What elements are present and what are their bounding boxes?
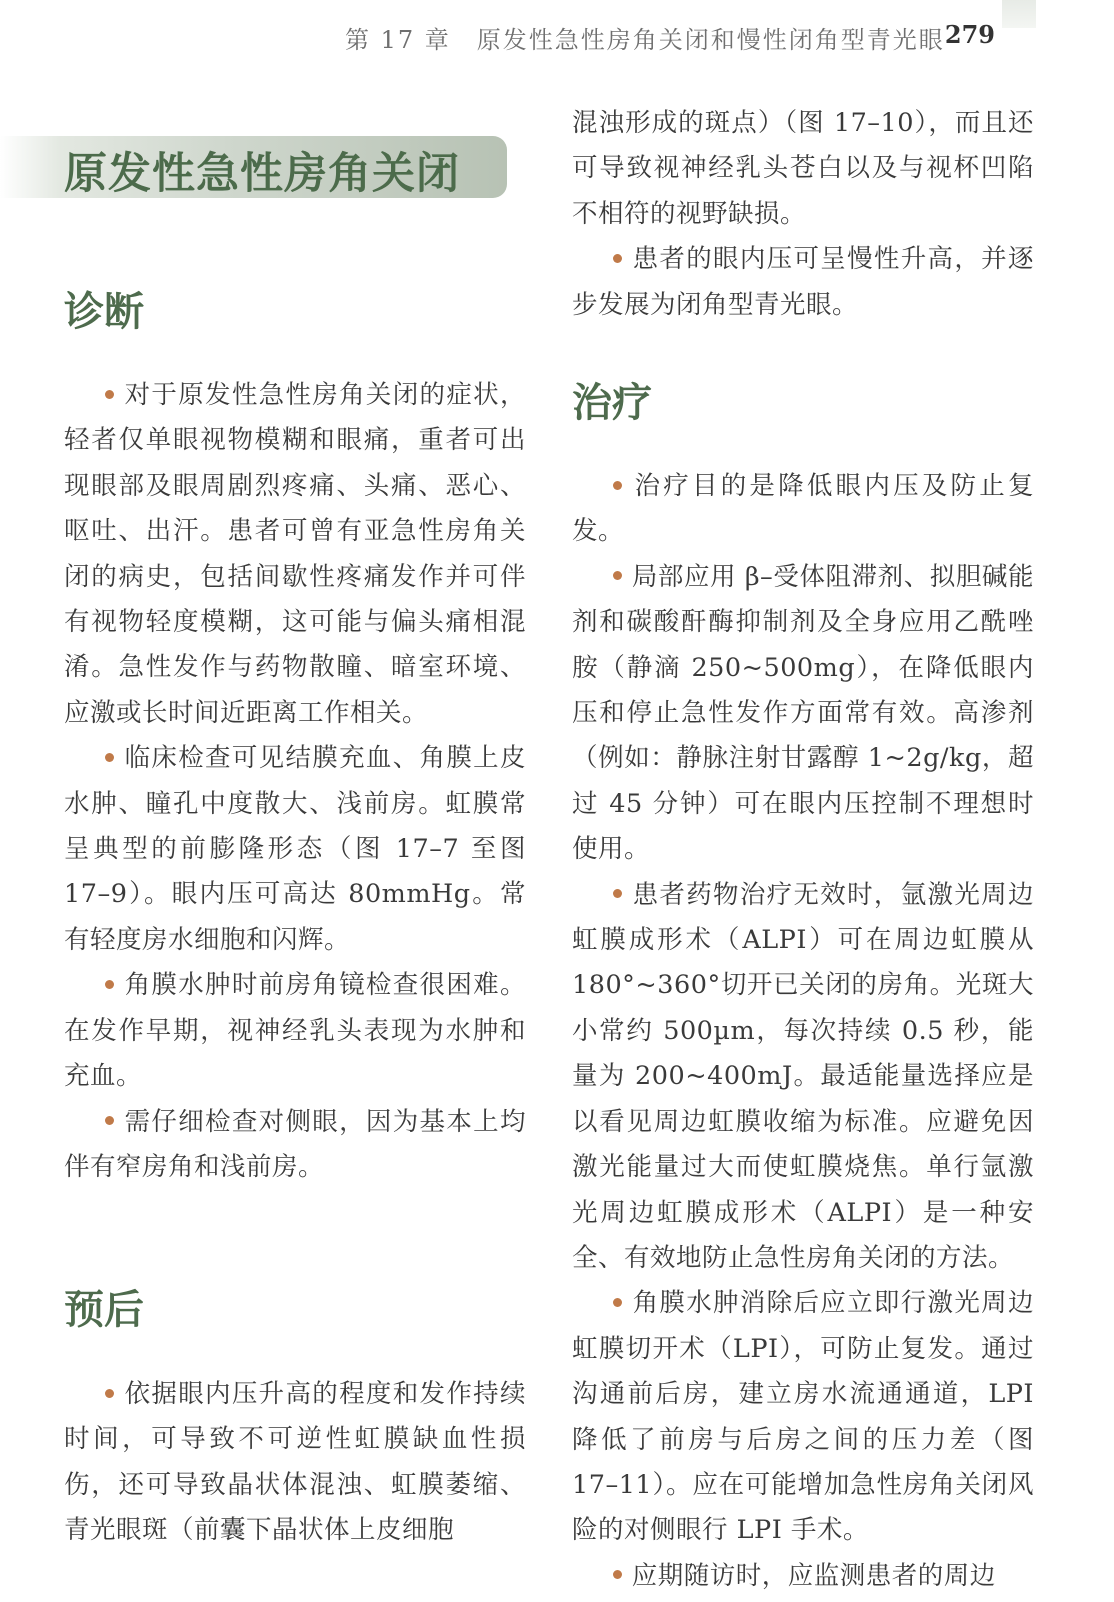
paragraph: 依据眼内压升高的程度和发作持续时间，可导致不可逆性虹膜缺血性损伤，还可导致晶状体混浊、虹膜萎缩、青光眼斑（前囊下晶状体上皮细胞 [64,1379,526,1546]
bullet-icon [105,980,114,989]
heading-prognosis: 预后 [64,1287,144,1333]
bullet-icon [613,1570,622,1579]
paragraph: 角膜水肿消除后应立即行激光周边虹膜切开术（LPI），可防止复发。通过沟通前后房，建立房水流通通道，LPI 降低了前房与后房之间的压力差（图 17–11）。应在可能增加急性房角关闭风险的对侧眼行 LPI 手术。 [572,1288,1034,1546]
treatment-text-block [572,464,1034,1599]
prognosis-text-block [64,1372,526,1554]
bullet-icon [613,889,622,898]
paragraph: 患者的眼内压可呈慢性升高，并逐步发展为闭角型青光眼。 [572,244,1034,320]
bullet-icon [105,390,114,399]
paragraph: 对于原发性急性房角关闭的症状，轻者仅单眼视物模糊和眼痛，重者可出现眼部及眼周剧烈疼痛、头痛、恶心、呕吐、出汗。患者可曾有亚急性房角关闭的病史，包括间歇性疼痛发作并可伴有视物轻度模糊，这可能与偏头痛相混淆。急性发作与药物散瞳、暗室环境、应激或长时间近距离工作相关。 [64,380,526,728]
bullet-icon [613,1298,622,1307]
bullet-icon [105,753,114,762]
paragraph: 局部应用 β–受体阻滞剂、拟胆碱能剂和碳酸酐酶抑制剂及全身应用乙酰唑胺（静滴 250~500mg），在降低眼内压和停止急性发作方面常有效。高渗剂（例如：静脉注射甘露醇 1~2g/kg，超过 45 分钟）可在眼内压控制不理想时使用。 [572,561,1034,865]
diagnosis-text-block [64,373,526,1190]
bullet-icon [613,571,622,580]
bullet-icon [613,481,622,490]
section-title: 原发性急性房角关闭 [64,149,460,199]
page-corner-tab [1002,0,1036,28]
bullet-icon [105,1389,114,1398]
paragraph: 患者药物治疗无效时，氩激光周边虹膜成形术（ALPI）可在周边虹膜从180°~360°切开已关闭的房角。光斑大小常约 500µm，每次持续 0.5 秒，能量为 200~400mJ。最适能量选择应是以看见周边虹膜收缩为标准。应避免因激光能量过大而使虹膜烧焦。单行氩激光周边虹膜成形术（ALPI）是一种安全、有效地防止急性房角关闭的方法。 [572,879,1034,1273]
paragraph: 治疗目的是降低眼内压及防止复发。 [572,471,1034,547]
running-header [345,20,995,56]
bullet-icon [613,254,622,263]
bullet-icon [105,1116,114,1125]
paragraph: 临床检查可见结膜充血、角膜上皮水肿、瞳孔中度散大、浅前房。虹膜常呈典型的前膨隆形态（图 17–7 至图 17–9）。眼内压可高达 80mmHg。常有轻度房水细胞和闪辉。 [64,743,526,955]
paragraph: 角膜水肿时前房角镜检查很困难。在发作早期，视神经乳头表现为水肿和充血。 [64,970,526,1092]
page-number: 279 [944,20,995,49]
heading-treatment: 治疗 [572,380,652,426]
paragraph: 应期随访时，应监测患者的周边 [572,1554,1034,1599]
prognosis-continued-block [572,101,1034,328]
heading-diagnosis: 诊断 [64,289,144,335]
chapter-title: 第 17 章 原发性急性房角关闭和慢性闭角型青光眼 [345,26,945,54]
paragraph: 混浊形成的斑点）（图 17–10），而且还可导致视神经乳头苍白以及与视杯凹陷不相符的视野缺损。 [572,108,1034,229]
paragraph: 需仔细检查对侧眼，因为基本上均伴有窄房角和浅前房。 [64,1106,526,1182]
